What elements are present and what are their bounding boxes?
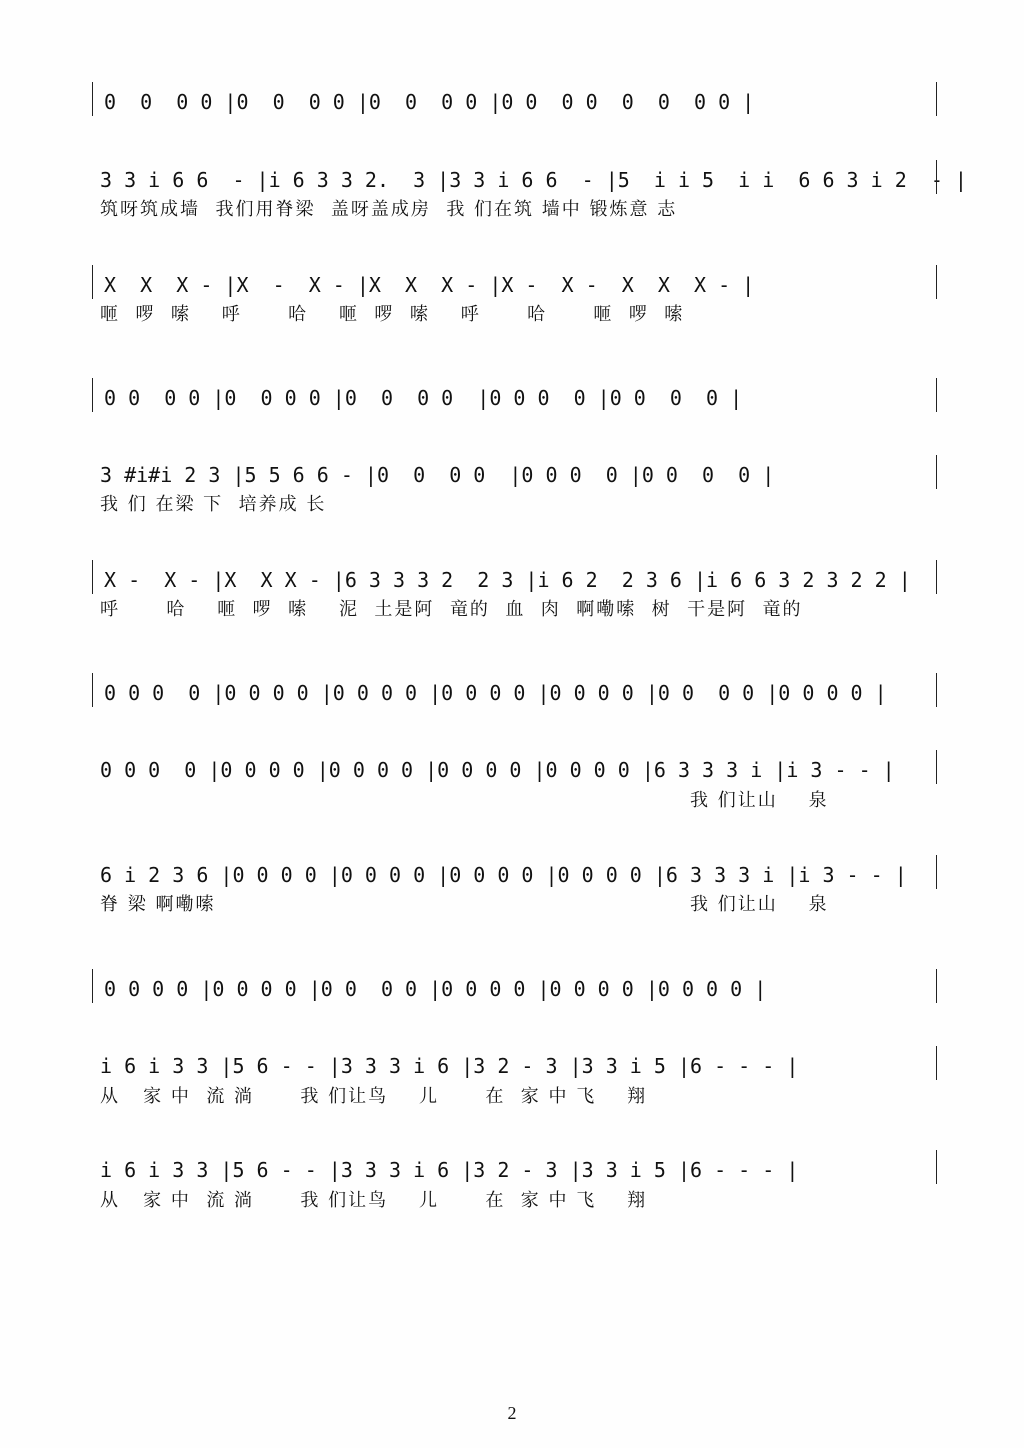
barline <box>936 265 937 299</box>
staff-row <box>0 750 1024 790</box>
staff-row <box>0 455 1024 495</box>
notation-row: X X X - |X - X - |X X X - |X - X - X X X - | <box>104 273 755 297</box>
barline <box>936 750 937 784</box>
staff-row <box>0 969 1024 1009</box>
staff-row <box>0 673 1024 713</box>
barline <box>936 560 937 594</box>
lyric-line: 从 家 中 流 淌 我 们让鸟 儿 在 家 中 飞 翔 <box>100 1086 648 1107</box>
barline <box>92 560 93 594</box>
notation-row: X - X - |X X X - |6 3 3 3 2 2 3 |i 6 2 2 3 6 |i 6 6 3 2 3 2 2 | <box>104 568 911 592</box>
lyric-line: 我 们让山 泉 <box>690 894 829 915</box>
notation-row: 0 0 0 0 |0 0 0 0 |0 0 0 0 |0 0 0 0 |0 0 0 0 |0 0 0 0 |0 0 0 0 | <box>104 681 887 705</box>
notation-row: i 6 i 3 3 |5 6 - - |3 3 3 i 6 |3 2 - 3 |3 3 i 5 |6 - - - | <box>100 1054 799 1078</box>
barline <box>92 82 93 116</box>
notation-row: 0 0 0 0 |0 0 0 0 |0 0 0 0 |0 0 0 0 0 0 0 0 | <box>104 90 755 114</box>
staff-row <box>0 160 1024 200</box>
notation-row: 0 0 0 0 |0 0 0 0 |0 0 0 0 |0 0 0 0 |0 0 0 0 |6 3 3 3 i |i 3 - - | <box>100 758 895 782</box>
notation-row: 6 i 2 3 6 |0 0 0 0 |0 0 0 0 |0 0 0 0 |0 0 0 0 |6 3 3 3 i |i 3 - - | <box>100 863 907 887</box>
lyric-line: 我 们让山 泉 <box>690 790 829 811</box>
lyric-line: 脊 梁 啊嘞嗦 <box>100 894 216 915</box>
barline <box>936 160 937 194</box>
barline <box>936 969 937 1003</box>
lyric-line: 从 家 中 流 淌 我 们让鸟 儿 在 家 中 飞 翔 <box>100 1190 648 1211</box>
page-number: 2 <box>507 1403 517 1423</box>
notation-row: 0 0 0 0 |0 0 0 0 |0 0 0 0 |0 0 0 0 |0 0 0 0 | <box>104 386 743 410</box>
barline <box>936 455 937 489</box>
lyric-line: 呼 哈 咂 啰 嗦 泥 土是阿 竜的 血 肉 啊嘞嗦 树 干是阿 竜的 <box>100 599 803 620</box>
barline <box>936 378 937 412</box>
lyric-line: 我 们 在梁 下 培养成 长 <box>100 494 327 515</box>
lyric-line: 咂 啰 嗦 呼 哈 咂 啰 嗦 呼 哈 咂 啰 嗦 <box>100 304 685 325</box>
barline <box>92 969 93 1003</box>
staff-row <box>0 378 1024 418</box>
staff-row <box>0 1150 1024 1190</box>
staff-row <box>0 855 1024 895</box>
notation-row: 0 0 0 0 |0 0 0 0 |0 0 0 0 |0 0 0 0 |0 0 0 0 |0 0 0 0 | <box>104 977 767 1001</box>
barline <box>936 1150 937 1184</box>
barline <box>92 673 93 707</box>
staff-row <box>0 265 1024 305</box>
barline <box>936 82 937 116</box>
staff-row <box>0 560 1024 600</box>
lyric-line: 筑呀筑成墙 我们用脊梁 盖呀盖成房 我 们在筑 墙中 锻炼意 志 <box>100 199 678 220</box>
barline <box>92 378 93 412</box>
notation-row: 3 3 i 6 6 - |i 6 3 3 2. 3 |3 3 i 6 6 - |5 i i 5 i i 6 6 3 i 2 - | <box>100 168 967 192</box>
staff-row <box>0 1046 1024 1086</box>
notation-row: 3 #i#i 2 3 |5 5 6 6 - |0 0 0 0 |0 0 0 0 |0 0 0 0 | <box>100 463 775 487</box>
staff-row <box>0 82 1024 122</box>
notation-row: i 6 i 3 3 |5 6 - - |3 3 3 i 6 |3 2 - 3 |3 3 i 5 |6 - - - | <box>100 1158 799 1182</box>
barline <box>936 1046 937 1080</box>
barline <box>936 673 937 707</box>
barline <box>936 855 937 889</box>
barline <box>92 265 93 299</box>
